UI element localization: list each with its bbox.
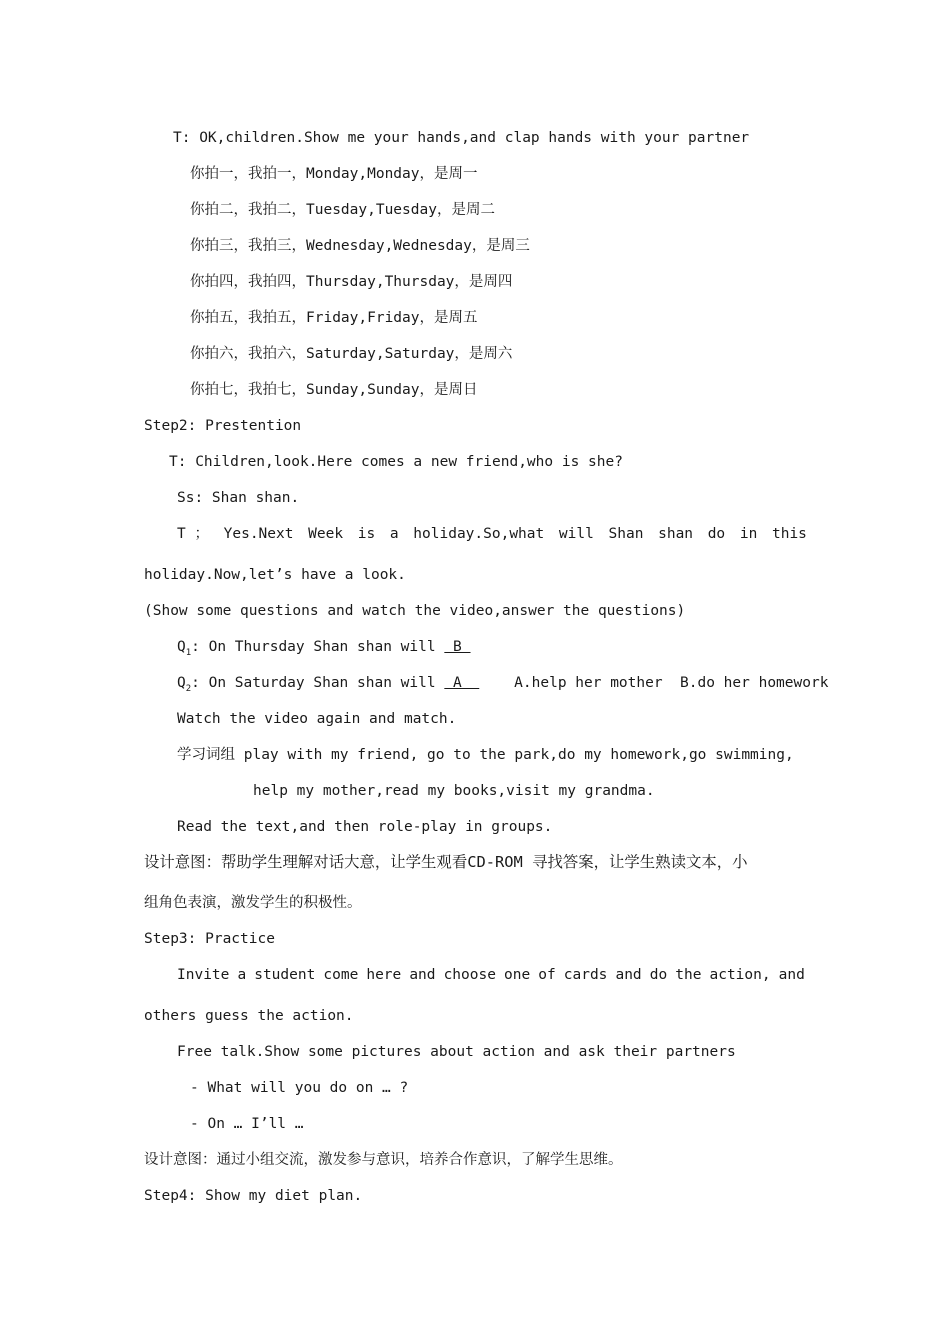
word: Yes.Next — [223, 526, 294, 542]
teacher-line-children: T: Children,look.Here comes a new friend,who is she? — [169, 454, 623, 470]
watch-line: Watch the video again and match. — [177, 711, 457, 727]
design-intent-1b: 组角色表演，激发学生的积极性。 — [144, 895, 362, 911]
chant-line-3: 你拍三，我拍三，Wednesday,Wednesday，是周三 — [190, 238, 530, 254]
word: the — [675, 967, 702, 983]
q-options: A.help her mother B.do her homework — [479, 675, 829, 691]
word: and — [615, 967, 642, 983]
design-intent-2: 设计意图：通过小组交流，激发参与意识，培养合作意识，了解学生思维。 — [144, 1152, 623, 1168]
teacher-line-holiday — [177, 524, 807, 544]
read-line: Read the text,and then role-play in groups. — [177, 819, 553, 835]
q-text: : On Saturday Shan shan will — [191, 675, 445, 691]
word: Week — [308, 526, 344, 542]
step4-heading: Step4: Show my diet plan. — [144, 1188, 363, 1204]
word: student — [254, 967, 316, 983]
word: a — [237, 967, 247, 983]
word: this — [771, 526, 807, 542]
question-2 — [177, 673, 828, 699]
invite-line-cont: others guess the action. — [144, 1008, 354, 1024]
word: and — [409, 967, 436, 983]
word: and — [778, 967, 805, 983]
q-subscript: 2 — [185, 683, 192, 694]
phrases-line-1: 学习词组 play with my friend, go to the park,do my homework,go swimming, — [177, 747, 794, 763]
word: do — [649, 967, 668, 983]
teacher-line-holiday-cont: holiday.Now,let’s have a look. — [144, 567, 406, 583]
design-intent-1a: 设计意图：帮助学生理解对话大意，让学生观看CD-ROM 寻找答案，让学生熟读文本，小 — [144, 853, 748, 871]
chant-line-7: 你拍七，我拍七，Sunday,Sunday，是周日 — [190, 382, 478, 398]
word: shan — [658, 526, 694, 542]
chant-line-2: 你拍二，我拍二，Tuesday,Tuesday，是周二 — [190, 202, 495, 218]
free-talk-line: Free talk.Show some pictures about action and ask their partners — [177, 1044, 736, 1060]
dialogue-question: - What will you do on … ? — [190, 1080, 409, 1096]
word: of — [538, 967, 556, 983]
chant-line-1: 你拍一，我拍一，Monday,Monday，是周一 — [190, 166, 478, 182]
dialogue-answer: - On … I’ll … — [190, 1116, 304, 1132]
word: is — [357, 526, 376, 542]
word: Shan — [608, 526, 644, 542]
word: Invite — [177, 967, 230, 983]
teacher-line-clap: T: OK,children.Show me your hands,and clap hands with your partner — [173, 130, 750, 146]
step3-heading: Step3: Practice — [144, 931, 275, 947]
show-questions-line: (Show some questions and watch the video,answer the questions) — [144, 603, 686, 619]
q-label: Q — [177, 675, 186, 691]
q-answer: B — [444, 639, 471, 655]
word: will — [558, 526, 594, 542]
word: holiday.So,what — [413, 526, 545, 542]
chant-line-5: 你拍五，我拍五，Friday,Friday，是周五 — [190, 310, 478, 326]
q-subscript: 1 — [185, 647, 192, 658]
question-1 — [177, 637, 471, 663]
word: in — [739, 526, 758, 542]
word: cards — [563, 967, 608, 983]
word: action, — [709, 967, 771, 983]
q-answer: A — [444, 675, 480, 691]
word: choose — [443, 967, 496, 983]
word: do — [707, 526, 726, 542]
word: here — [366, 967, 402, 983]
word: T ； — [177, 526, 209, 542]
q-text: : On Thursday Shan shan will — [191, 639, 445, 655]
q-label: Q — [177, 639, 186, 655]
word: a — [389, 526, 399, 542]
chant-line-6: 你拍六，我拍六，Saturday,Saturday，是周六 — [190, 346, 513, 362]
chant-line-4: 你拍四，我拍四，Thursday,Thursday，是周四 — [190, 274, 513, 290]
phrases-line-2: help my mother,read my books,visit my grandma. — [253, 783, 655, 799]
students-line: Ss: Shan shan. — [177, 490, 300, 506]
word: one — [504, 967, 531, 983]
word: come — [323, 967, 359, 983]
step2-heading: Step2: Prestention — [144, 418, 302, 434]
invite-line — [177, 965, 805, 985]
